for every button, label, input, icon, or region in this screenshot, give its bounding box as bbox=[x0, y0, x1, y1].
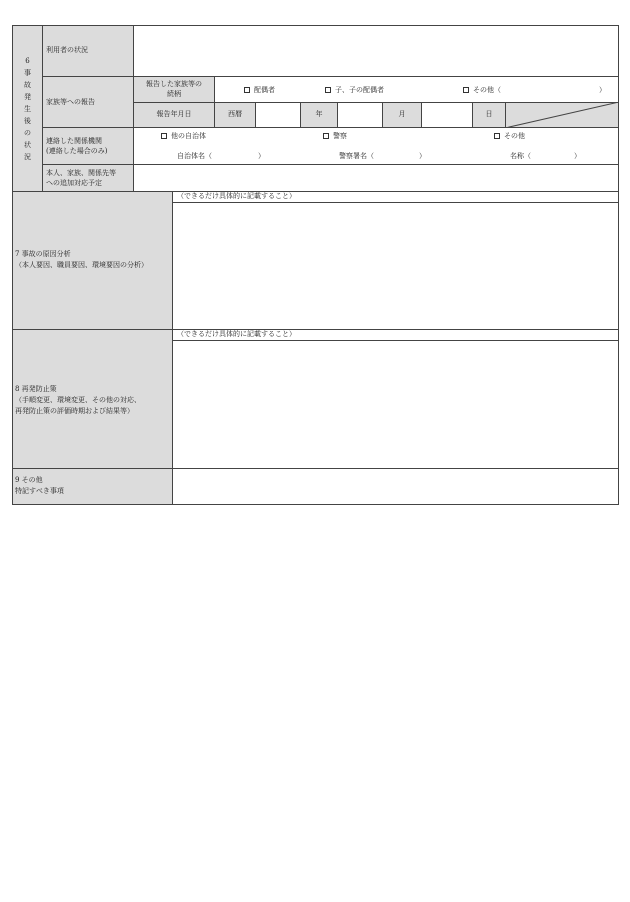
relationship-label-cell bbox=[133, 76, 215, 103]
section7-hint: （できるだけ具体的に記載すること） bbox=[177, 192, 296, 200]
section8-label-line2: （手順変更、環境変更、その他の対応、 bbox=[15, 396, 141, 404]
agency-options bbox=[133, 127, 619, 165]
diagonal-slash bbox=[505, 102, 619, 128]
era-label-cell bbox=[214, 102, 256, 128]
opt-spouse[interactable] bbox=[244, 86, 275, 95]
opt-other-label: その他（ bbox=[473, 86, 501, 94]
section8-label-line1: 8 再発防止策 bbox=[15, 385, 57, 393]
section8-field[interactable] bbox=[172, 340, 619, 469]
agency-other[interactable] bbox=[494, 132, 525, 141]
family-report-label-cell bbox=[42, 76, 134, 128]
report-date-label-cell bbox=[133, 102, 215, 128]
side-char: 状 bbox=[24, 140, 31, 149]
era-label: 西暦 bbox=[228, 110, 242, 119]
other-name-close: ） bbox=[574, 152, 581, 160]
section9-label-cell bbox=[12, 468, 173, 505]
police-name-close: ） bbox=[419, 152, 426, 160]
agency-other-label: その他 bbox=[504, 132, 525, 140]
month-label: 月 bbox=[398, 110, 406, 119]
family-report-label: 家族等への報告 bbox=[46, 98, 95, 106]
agency-municipality-label: 他の自治体 bbox=[171, 132, 206, 140]
side-char: の bbox=[24, 128, 31, 137]
checkbox-child[interactable] bbox=[325, 87, 331, 93]
year-field[interactable] bbox=[255, 102, 301, 128]
municipality-name-label: 自治体名（ bbox=[177, 152, 212, 160]
municipality-name-close: ） bbox=[258, 152, 265, 160]
opt-other[interactable] bbox=[463, 86, 501, 95]
section9-field[interactable] bbox=[172, 468, 619, 505]
opt-spouse-label: 配偶者 bbox=[254, 86, 275, 94]
section9-label-line2: 特記すべき事項 bbox=[15, 487, 64, 495]
side-char: 故 bbox=[24, 80, 31, 89]
user-status-label-cell bbox=[42, 25, 134, 77]
section9-label-line1: 9 その他 bbox=[15, 476, 43, 484]
checkbox-police[interactable] bbox=[323, 133, 329, 139]
opt-child[interactable] bbox=[325, 86, 384, 95]
plan-field[interactable] bbox=[133, 164, 619, 192]
section7-label-line1: 7 事故の原因分析 bbox=[15, 250, 71, 258]
side-char: 事 bbox=[24, 68, 31, 77]
police-name-label: 警察署名（ bbox=[339, 152, 374, 160]
section8-label-line3: 再発防止策の評価時期および結果等） bbox=[15, 407, 134, 415]
agency-label-cell bbox=[42, 127, 134, 165]
plan-label-line2: への追加対応予定 bbox=[46, 179, 102, 187]
checkbox-municipality[interactable] bbox=[161, 133, 167, 139]
side-char: 況 bbox=[24, 152, 31, 161]
section6-side-label bbox=[12, 25, 43, 192]
plan-label-line1: 本人、家族、関係先等 bbox=[46, 169, 116, 177]
day-label-cell bbox=[472, 102, 506, 128]
agency-police[interactable] bbox=[323, 132, 347, 141]
user-status-field[interactable] bbox=[133, 25, 619, 77]
side-char: 後 bbox=[24, 116, 31, 125]
section8-hint: （できるだけ具体的に記載すること） bbox=[177, 330, 296, 338]
other-name-label: 名称（ bbox=[510, 152, 531, 160]
plan-label-cell bbox=[42, 164, 134, 192]
section8-label-cell bbox=[12, 329, 173, 469]
relationship-options bbox=[214, 76, 619, 103]
report-date-label: 報告年月日 bbox=[156, 110, 192, 119]
side-char: 生 bbox=[24, 104, 31, 113]
checkbox-spouse[interactable] bbox=[244, 87, 250, 93]
month-field[interactable] bbox=[337, 102, 383, 128]
year-label-cell bbox=[300, 102, 338, 128]
month-label-cell bbox=[382, 102, 422, 128]
relationship-label-line2: 続柄 bbox=[167, 89, 181, 98]
checkbox-agency-other[interactable] bbox=[494, 133, 500, 139]
day-label: 日 bbox=[485, 110, 493, 119]
day-field[interactable] bbox=[421, 102, 473, 128]
opt-other-close: ） bbox=[599, 86, 606, 94]
side-char: 発 bbox=[24, 92, 31, 101]
section7-label-line2: （本人要因、職員要因、環境要因の分析） bbox=[15, 261, 148, 269]
agency-municipality[interactable] bbox=[161, 132, 206, 141]
section7-label-cell bbox=[12, 191, 173, 330]
opt-child-label: 子、子の配偶者 bbox=[335, 86, 384, 94]
year-label: 年 bbox=[315, 110, 323, 119]
agency-police-label: 警察 bbox=[333, 132, 347, 140]
agency-label-line2: (連絡した場合のみ) bbox=[46, 147, 108, 155]
blank-diagonal-cell bbox=[505, 102, 619, 128]
agency-label-line1: 連絡した関係機関 bbox=[46, 137, 102, 145]
relationship-label-line1: 報告した家族等の bbox=[146, 80, 202, 89]
side-char: 6 bbox=[25, 56, 30, 65]
checkbox-other[interactable] bbox=[463, 87, 469, 93]
section7-field[interactable] bbox=[172, 202, 619, 330]
user-status-label: 利用者の状況 bbox=[46, 46, 88, 54]
